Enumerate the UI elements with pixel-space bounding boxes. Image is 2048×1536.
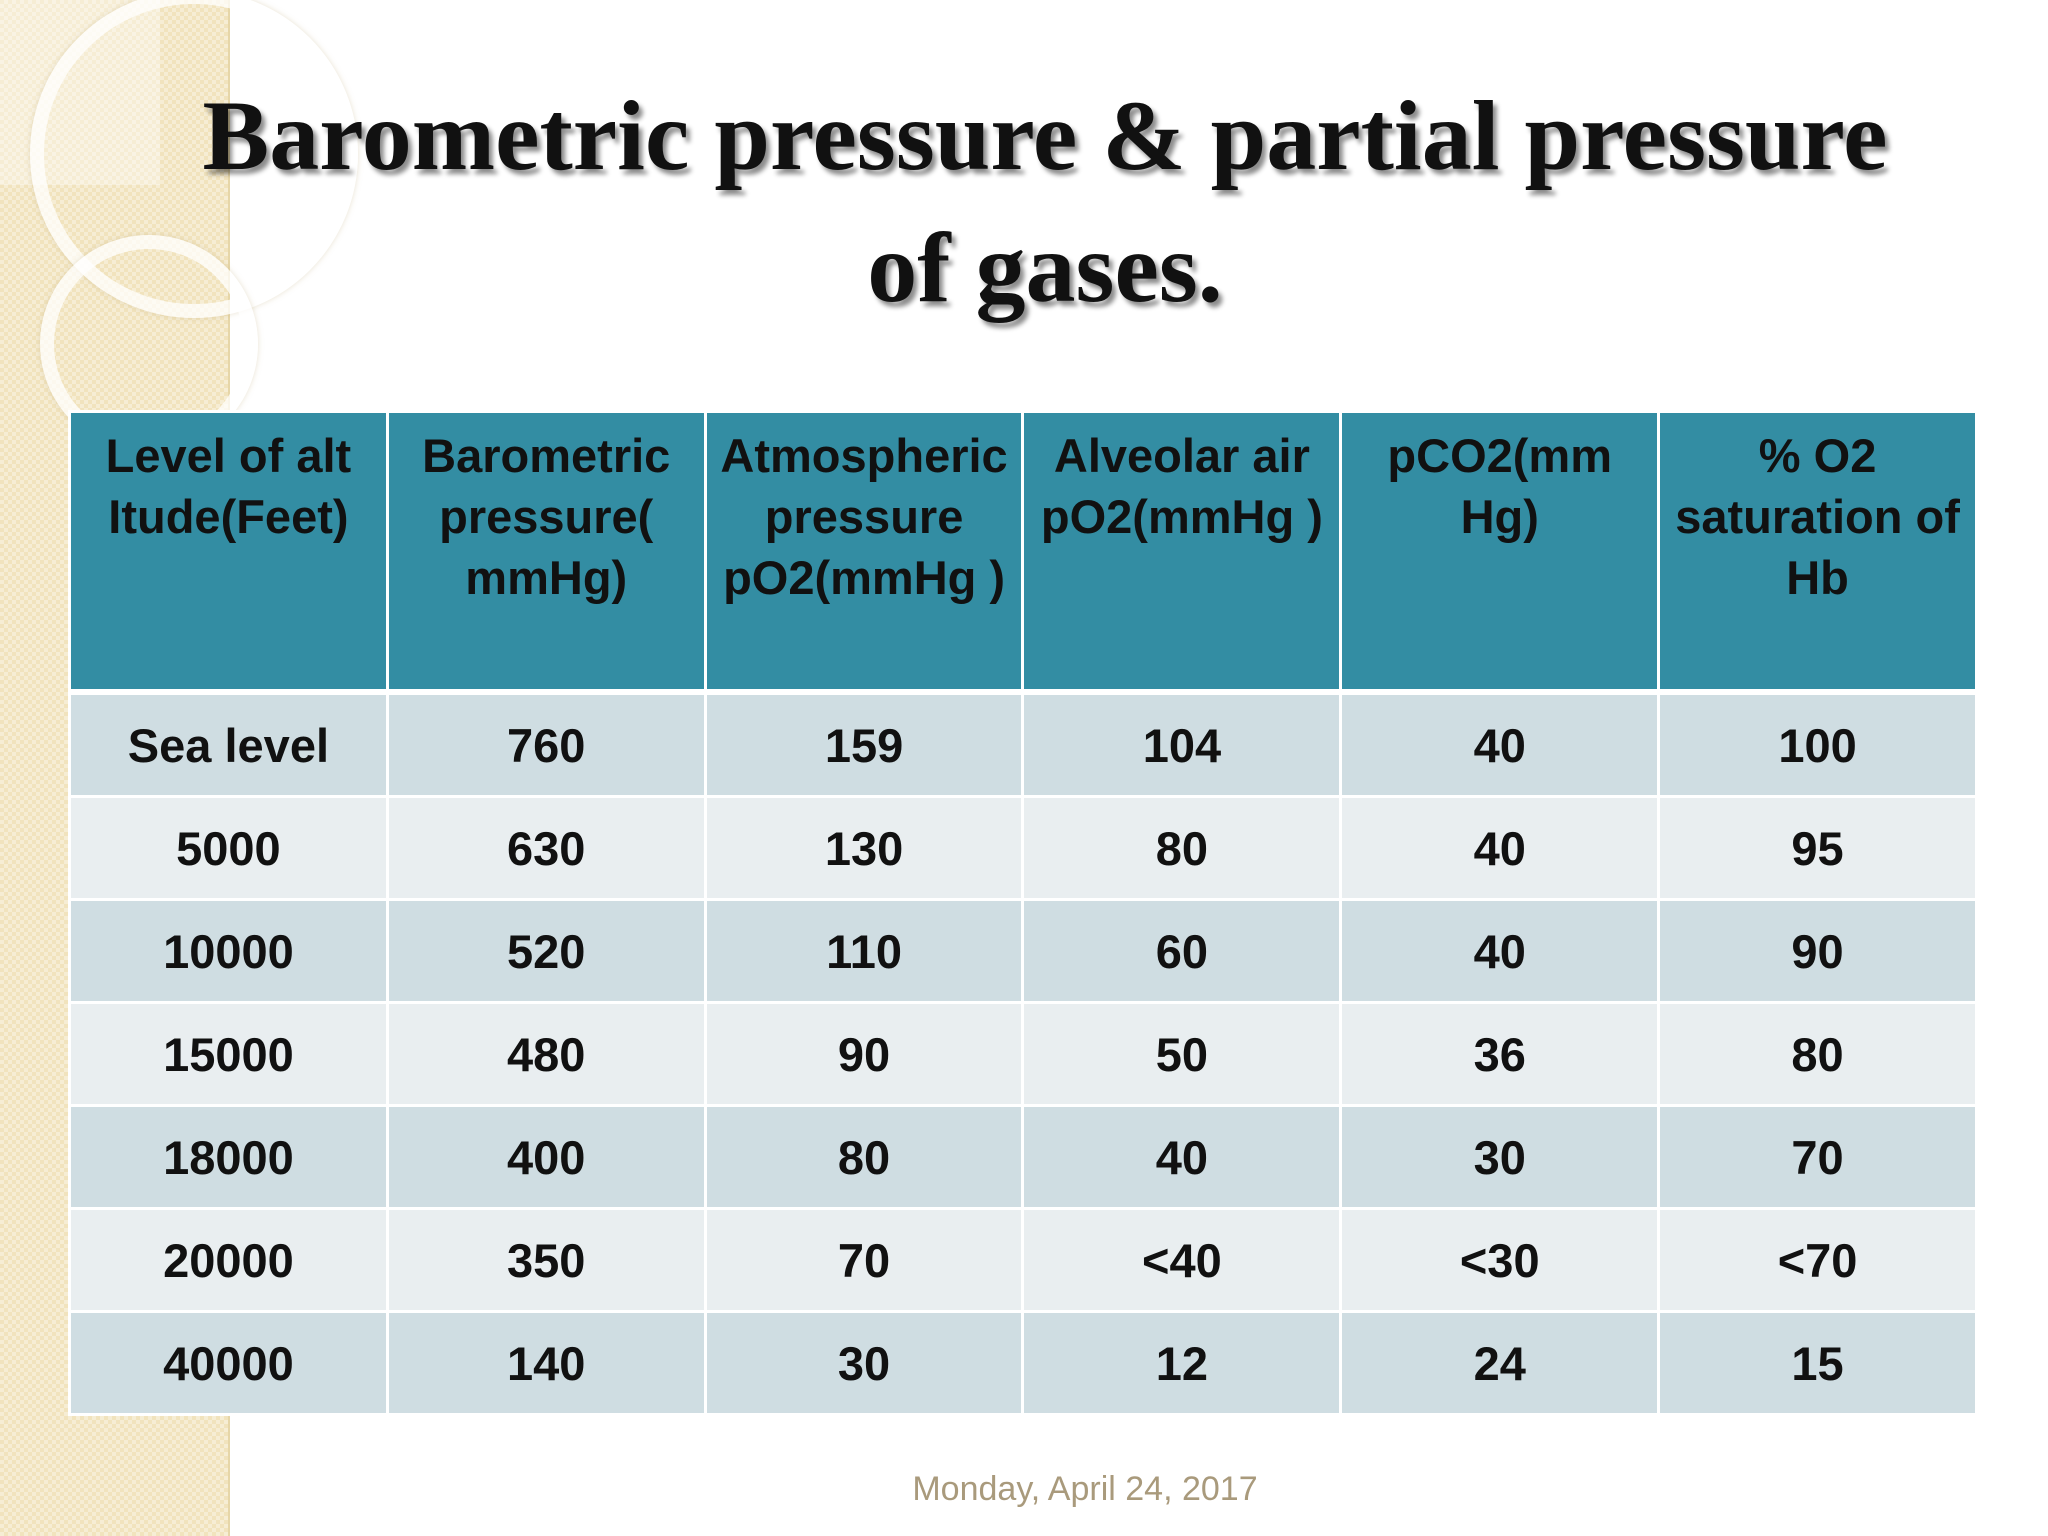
- table-cell: 80: [705, 1106, 1023, 1209]
- table-cell: 30: [705, 1312, 1023, 1415]
- table-cell: 40000: [70, 1312, 388, 1415]
- table-cell: 15000: [70, 1003, 388, 1106]
- table-cell: <40: [1023, 1209, 1341, 1312]
- table-cell: 760: [387, 692, 705, 797]
- table-row: [70, 1312, 1977, 1415]
- table-cell: 5000: [70, 797, 388, 900]
- table-cell: 36: [1341, 1003, 1659, 1106]
- table-cell: <70: [1659, 1209, 1977, 1312]
- table-cell: 40: [1341, 692, 1659, 797]
- table-cell: 40: [1341, 797, 1659, 900]
- title-line-2: of gases.: [867, 212, 1223, 323]
- table-cell: 520: [387, 900, 705, 1003]
- column-header-alveolar-po2: Alveolar air pO2(mmHg ): [1023, 412, 1341, 693]
- table-cell: 15: [1659, 1312, 1977, 1415]
- table-cell: 130: [705, 797, 1023, 900]
- column-header-pco2: pCO2(mm Hg): [1341, 412, 1659, 693]
- table-cell: 10000: [70, 900, 388, 1003]
- table-row: [70, 1106, 1977, 1209]
- table-cell: 400: [387, 1106, 705, 1209]
- column-header-o2-saturation: % O2 saturation of Hb: [1659, 412, 1977, 693]
- table-cell: 20000: [70, 1209, 388, 1312]
- table-cell: 12: [1023, 1312, 1341, 1415]
- table-cell: 104: [1023, 692, 1341, 797]
- column-header-altitude: Level of alt Itude(Feet): [70, 412, 388, 693]
- table-cell: 30: [1341, 1106, 1659, 1209]
- table-cell: 480: [387, 1003, 705, 1106]
- table-cell: 95: [1659, 797, 1977, 900]
- title-line-1: Barometric pressure & partial pressure: [202, 80, 1888, 191]
- table-cell: 159: [705, 692, 1023, 797]
- table-cell: <30: [1341, 1209, 1659, 1312]
- table-cell: 40: [1341, 900, 1659, 1003]
- table-cell: 40: [1023, 1106, 1341, 1209]
- table-row: [70, 692, 1977, 797]
- table-cell: 110: [705, 900, 1023, 1003]
- table-cell: 70: [705, 1209, 1023, 1312]
- altitude-pressure-table: [68, 410, 1978, 1416]
- altitude-pressure-table-container: [68, 410, 1978, 1416]
- table-cell: 60: [1023, 900, 1341, 1003]
- column-header-barometric-pressure: Barometric pressure( mmHg): [387, 412, 705, 693]
- table-cell: 630: [387, 797, 705, 900]
- table-cell: 140: [387, 1312, 705, 1415]
- table-cell: 70: [1659, 1106, 1977, 1209]
- column-header-atmospheric-po2: Atmospheric pressure pO2(mmHg ): [705, 412, 1023, 693]
- table-row: [70, 797, 1977, 900]
- table-row: [70, 1003, 1977, 1106]
- table-cell: 50: [1023, 1003, 1341, 1106]
- table-cell: 24: [1341, 1312, 1659, 1415]
- table-cell: Sea level: [70, 692, 388, 797]
- table-cell: 90: [1659, 900, 1977, 1003]
- slide-date: Monday, April 24, 2017: [912, 1470, 1258, 1508]
- table-cell: 80: [1659, 1003, 1977, 1106]
- table-cell: 18000: [70, 1106, 388, 1209]
- slide-title: [105, 70, 1985, 334]
- table-cell: 90: [705, 1003, 1023, 1106]
- table-row: [70, 1209, 1977, 1312]
- table-header-row: [70, 412, 1977, 693]
- table-row: [70, 900, 1977, 1003]
- table-cell: 80: [1023, 797, 1341, 900]
- table-cell: 350: [387, 1209, 705, 1312]
- table-cell: 100: [1659, 692, 1977, 797]
